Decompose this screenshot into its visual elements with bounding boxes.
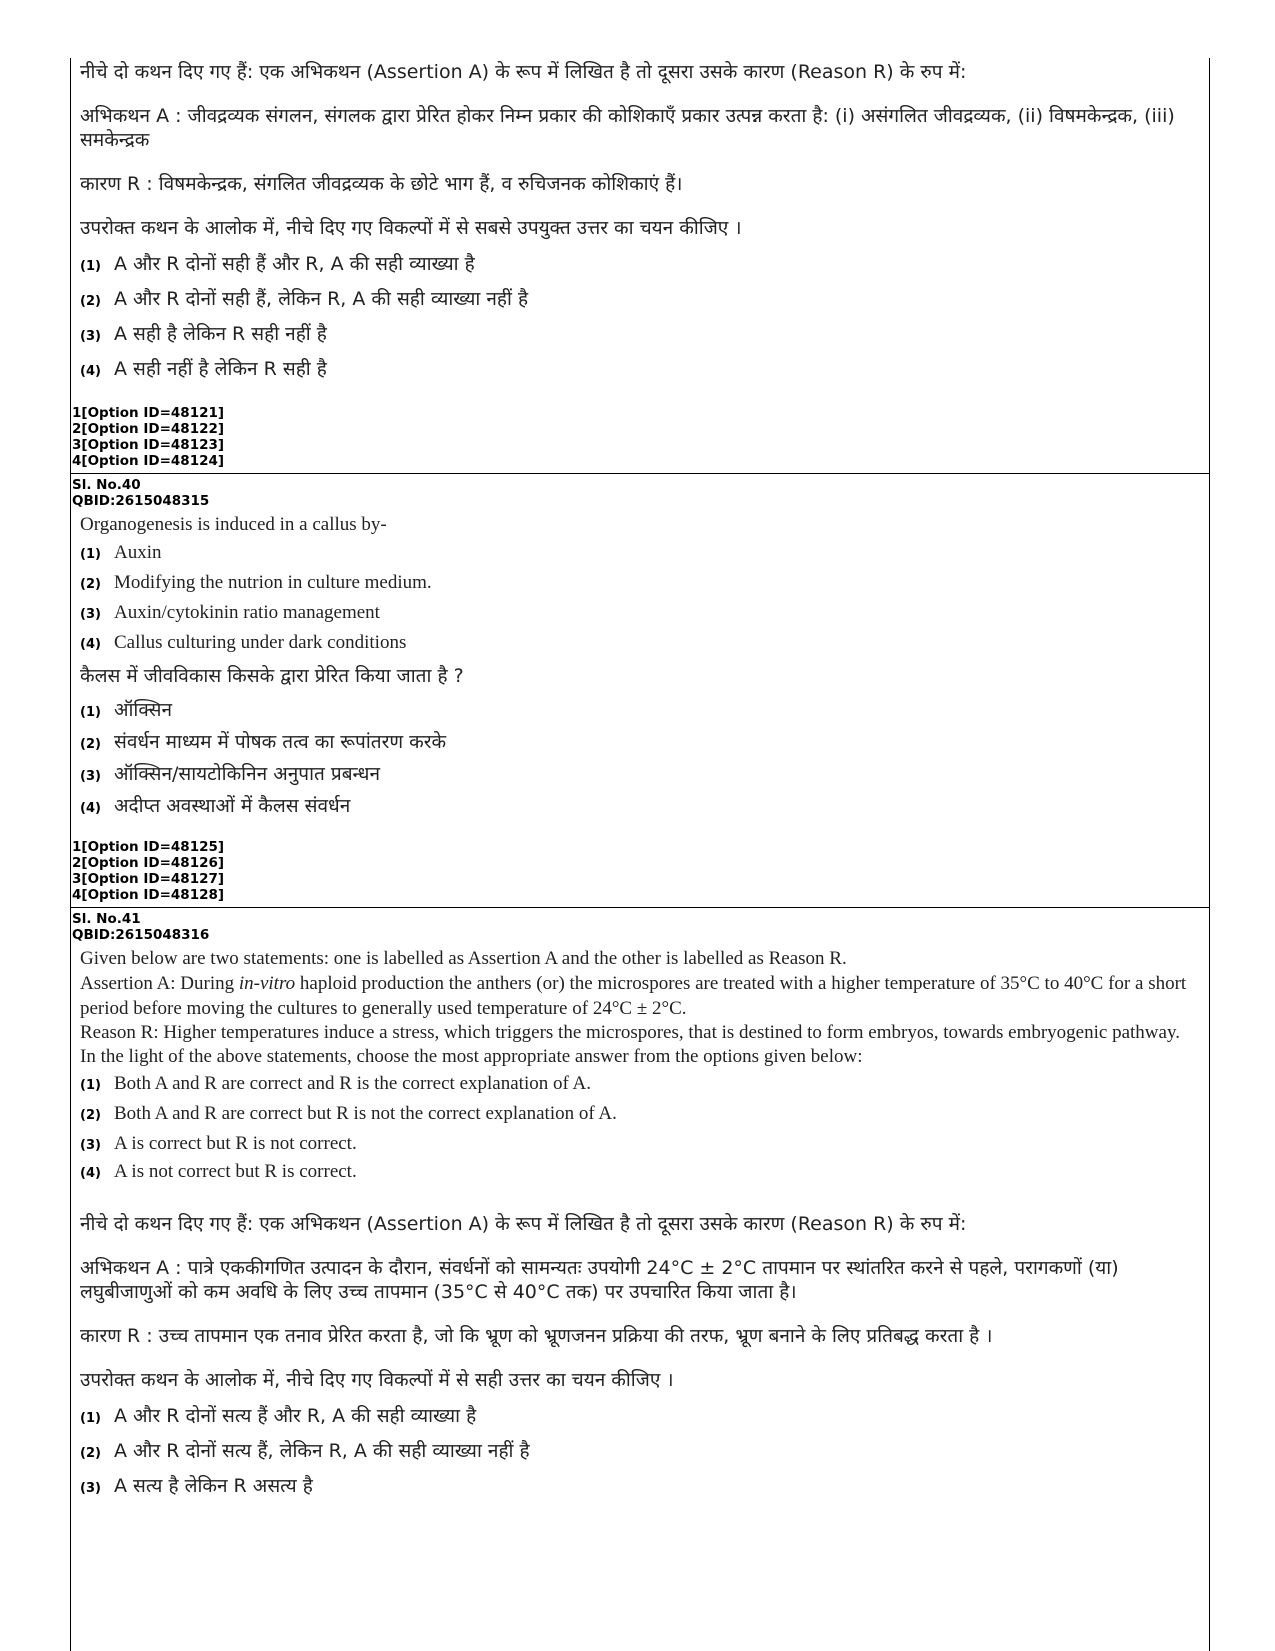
q40-option-en-3[interactable]: (3) Auxin/cytokinin ratio management [80, 602, 380, 623]
q41-option-hi-1[interactable]: (1) A और R दोनों सत्य हैं और R, A की सही व्याख्या है [80, 1405, 477, 1427]
q40-option-hi-1[interactable]: (1) ऑक्सिन [80, 699, 172, 721]
q41-reason-en: Reason R: Higher temperatures induce a stress, which triggers the microspores, that is destined to form embryos, towards embryogenic pathway. [80, 1022, 1180, 1043]
divider-q41 [70, 907, 1210, 908]
q41-reason-hi: कारण R : उच्च तापमान एक तनाव प्रेरित करता है, जो कि भ्रूण को भ्रूणजनन प्रक्रिया की तरफ, भ्रूण बनाने के लिए प्रतिबद्ध करता है । [80, 1325, 993, 1347]
q41-intro-hi: नीचे दो कथन दिए गए हैं: एक अभिकथन (Assertion A) के रूप में लिखित है तो दूसरा उसके कारण (Reason R) के रुप में: [80, 1213, 967, 1235]
q41-intro-en: Given below are two statements: one is labelled as Assertion A and the other is labelled as Reason R. [80, 948, 847, 969]
q41-option-en-3[interactable]: (3) A is correct but R is not correct. [80, 1133, 357, 1154]
q39-option-1[interactable]: (1) A और R दोनों सही हैं और R, A की सही व्याख्या है [80, 253, 475, 275]
q39-option-3[interactable]: (3) A सही है लेकिन R सही नहीं है [80, 323, 327, 345]
q41-assertion-hi: अभिकथन A : पात्रे एककीगणित उत्पादन के दौरान, संवर्धनों को सामन्यतः उपयोगी 24°C ± 2°C तापमान पर स्थांतरित करने से पहले, परागकणों (या) लघुबीजाणुओं को कम अवधि के लिए उच्च तापमान (35°C से 40°C तक) पर उपचारित किया जाता है। [80, 1257, 1119, 1303]
q40-qbid: QBID:2615048315 [72, 493, 210, 509]
q39-prompt: उपरोक्त कथन के आलोक में, नीचे दिए गए विकल्पों में से सबसे उपयुक्त उत्तर का चयन कीजिए । [80, 217, 742, 239]
q39-assertion: अभिकथन A : जीवद्रव्यक संगलन, संगलक द्वारा प्रेरित होकर निम्न प्रकार की कोशिकाएँ प्रकार उत्पन्न करता है: (i) असंगलित जीवद्रव्यक, (ii) विषमकेन्द्रक, (iii) समकेन्द्रक [80, 105, 1175, 151]
q40-option-hi-4[interactable]: (4) अदीप्त अवस्थाओं में कैलस संवर्धन [80, 795, 351, 817]
q41-english [72, 946, 1204, 1187]
q41-sl-no: Sl. No.41 [72, 911, 141, 927]
q41-prompt-hi: उपरोक्त कथन के आलोक में, नीचे दिए गए विकल्पों में से सही उत्तर का चयन कीजिए । [80, 1369, 674, 1391]
q41-option-hi-3[interactable]: (3) A सत्य है लेकिन R असत्य है [80, 1475, 313, 1497]
q40-question-hi: कैलस में जीवविकास किसके द्वारा प्रेरित किया जाता है ? [80, 665, 464, 687]
q41-header [72, 911, 1204, 943]
q41-option-en-2[interactable]: (2) Both A and R are correct but R is not the correct explanation of A. [80, 1103, 617, 1124]
q40-option-en-2[interactable]: (2) Modifying the nutrion in culture medium. [80, 572, 432, 593]
q40-english [72, 512, 1204, 662]
q41-option-en-1[interactable]: (1) Both A and R are correct and R is the correct explanation of A. [80, 1073, 591, 1094]
q39-intro: नीचे दो कथन दिए गए हैं: एक अभिकथन (Assertion A) के रूप में लिखित है तो दूसरा उसके कारण (Reason R) के रुप में: [80, 61, 967, 83]
q41-option-en-4[interactable]: (4) A is not correct but R is correct. [80, 1161, 357, 1182]
divider-q40 [70, 473, 1210, 474]
q40-option-hi-2[interactable]: (2) संवर्धन माध्यम में पोषक तत्व का रूपांतरण करके [80, 731, 447, 753]
q40-option-hi-3[interactable]: (3) ऑक्सिन/सायटोकिनिन अनुपात प्रबन्धन [80, 763, 381, 785]
q41-qbid: QBID:2615048316 [72, 927, 210, 943]
q39-option-2[interactable]: (2) A और R दोनों सही हैं, लेकिन R, A की सही व्याख्या नहीं है [80, 288, 529, 310]
q40-option-ids: 1[Option ID=48125] 2[Option ID=48126] 3[Option ID=48127] 4[Option ID=48128] [72, 839, 225, 903]
q41-assertion-en: Assertion A: During in-vitro haploid production the anthers (or) the microspores are treated with a higher temperature of 35°C to 40°C for a short period before moving the cultures to generally used temperature of 24°C ± 2°C. [80, 973, 1187, 1019]
q40-sl-no: Sl. No.40 [72, 477, 141, 493]
q40-option-en-4[interactable]: (4) Callus culturing under dark conditions [80, 632, 407, 653]
q40-option-en-1[interactable]: (1) Auxin [80, 542, 162, 563]
q40-header [72, 477, 1204, 509]
q39-reason: कारण R : विषमकेन्द्रक, संगलित जीवद्रव्यक के छोटे भाग हैं, व रुचिजनक कोशिकाएं हैं। [80, 173, 683, 195]
q41-option-hi-2[interactable]: (2) A और R दोनों सत्य हैं, लेकिन R, A की सही व्याख्या नहीं है [80, 1440, 530, 1462]
q41-prompt-en: In the light of the above statements, choose the most appropriate answer from the options given below: [80, 1046, 863, 1067]
q39-option-4[interactable]: (4) A सही नहीं है लेकिन R सही है [80, 358, 327, 380]
q39-option-ids: 1[Option ID=48121] 2[Option ID=48122] 3[Option ID=48123] 4[Option ID=48124] [72, 405, 225, 469]
q40-question-en: Organogenesis is induced in a callus by- [80, 514, 387, 535]
q39-block [72, 58, 1204, 390]
q41-hindi [72, 1212, 1204, 1507]
q40-hindi [72, 662, 1204, 824]
